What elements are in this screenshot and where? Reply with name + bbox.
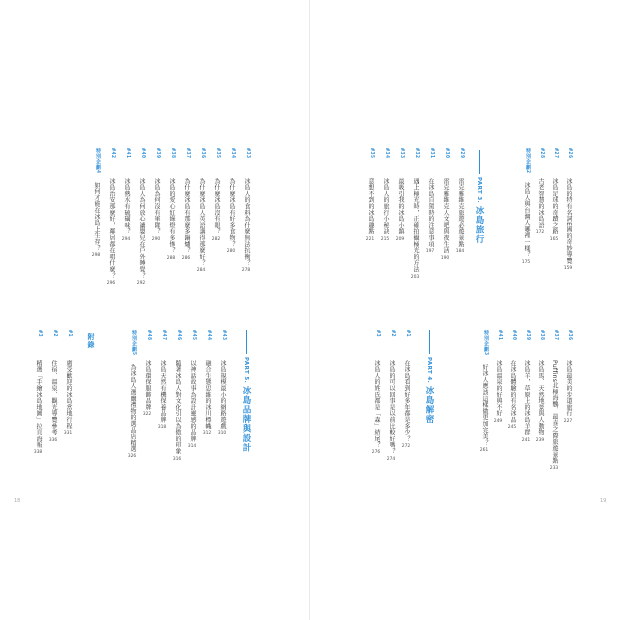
toc-entry-number: #35: [369, 148, 375, 159]
toc-entry[interactable]: [182, 148, 190, 261]
toc-entry[interactable]: [366, 148, 374, 242]
toc-entry-number: #36: [567, 330, 573, 341]
toc-entry-page: 278: [241, 268, 251, 274]
toc-entry-title: 為什麼冰島人英語講得那麼好？: [198, 178, 205, 267]
part3-label: PART 3.: [476, 177, 482, 204]
toc-entry-title: 冰島人與台灣人哪裡一樣？: [523, 182, 530, 258]
toc-entry-title: 冰島治安那麼好，鄰居都在唱什麼？: [108, 178, 115, 279]
toc-entry-page: 282: [211, 236, 221, 242]
part5-title: 冰島品牌與設計: [241, 386, 251, 453]
toc-entry[interactable]: [550, 148, 558, 242]
toc-entry-number: #36: [200, 148, 206, 159]
toc-entry-title: 為冰島人選購禮物的選品店精選: [129, 364, 136, 453]
toc-entry-number: #33: [399, 148, 405, 159]
toc-entry-number: #48: [146, 330, 152, 341]
toc-entry-number: #28: [539, 148, 545, 159]
toc-entry-number: #43: [221, 330, 227, 341]
toc-entry-title: 在冰島看到好多年都是多少？: [403, 360, 410, 442]
toc-entry-page: 203: [410, 274, 420, 280]
toc-entry[interactable]: [152, 148, 160, 242]
toc-entry-number: #2: [52, 330, 58, 338]
toc-entry-number: 特別企劃4: [95, 148, 101, 174]
toc-entry-number: #47: [161, 330, 167, 341]
toc-entry-number: #2: [390, 330, 396, 338]
toc-entry-number: #1: [67, 330, 73, 338]
toc-entry[interactable]: [203, 330, 211, 436]
toc-entry[interactable]: [494, 330, 502, 424]
part-divider-line: [429, 330, 430, 354]
toc-entry[interactable]: [242, 148, 250, 273]
toc-entry-title: 冰島羊，草原上的冰島羊群: [523, 360, 530, 436]
toc-entry-number: #31: [429, 148, 435, 159]
toc-entry-number: #30: [444, 148, 450, 159]
toc-entry-number: #1: [405, 330, 411, 338]
part3-header: [474, 150, 484, 244]
toc-entry-title: 為什麼冰島有那麼多鍋爐？: [183, 178, 190, 254]
toc-entry-page: 336: [48, 437, 58, 443]
toc-entry-title: 雷克雅維克旅遊必遊景點: [457, 178, 464, 248]
toc-entry-title: 如何才能在冰島上生存？: [93, 182, 100, 252]
toc-entry-page: 296: [106, 280, 116, 286]
toc-entry-number: #45: [191, 330, 197, 341]
toc-entry[interactable]: [122, 148, 130, 242]
toc-entry-page: 322: [142, 412, 152, 418]
toc-entry-title: 冰島人的食料為什麼無法抗衡？: [243, 178, 250, 267]
toc-entry-page: 227: [563, 418, 573, 424]
toc-entry[interactable]: [480, 330, 488, 453]
toc-entry-page: 310: [217, 431, 227, 437]
toc-entry-title: 冰島的特有名詞E國的奇妙導覽: [565, 178, 572, 264]
toc-entry-number: #37: [185, 148, 191, 159]
toc-entry-title: 古老智慧的冰島語: [537, 178, 544, 229]
toc-entry-title: 精選「手繪冰島地圖」拉頁海報: [35, 360, 42, 449]
toc-entry[interactable]: [536, 148, 544, 235]
toc-entry-number: #40: [140, 148, 146, 159]
toc-entry-title: 冰島的可以回事是以前比較好嗎？: [388, 360, 395, 455]
toc-entry-page: 197: [425, 249, 435, 255]
toc-entry-number: #41: [125, 148, 131, 159]
toc-entry-number: #39: [525, 330, 531, 341]
right-page: [310, 0, 620, 620]
toc-entry[interactable]: [411, 148, 419, 280]
toc-entry-number: #42: [110, 148, 116, 159]
toc-entry-title: 遇上極光時，正確拍攝極光的方法: [412, 178, 419, 273]
toc-entry-page: 165: [549, 236, 559, 242]
toc-entry-page: 338: [33, 450, 43, 456]
part3-title: 冰島旅行: [474, 206, 484, 245]
toc-entry-number: 特別企劃3: [483, 330, 489, 356]
appendix-header: [86, 330, 96, 349]
toc-entry-number: #3: [37, 330, 43, 338]
toc-entry-page: 276: [371, 450, 381, 456]
toc-entry-title: 雷克雅維克人文吧與夜生活: [442, 178, 449, 254]
toc-entry-page: 288: [166, 255, 176, 261]
part4-label: PART 4.: [426, 357, 432, 384]
toc-entry-title: 住宿、溫泉、觀光導覽參考: [50, 360, 57, 436]
toc-entry-page: 184: [455, 249, 465, 255]
toc-entry-number: #41: [497, 330, 503, 341]
toc-entry[interactable]: [426, 148, 434, 254]
toc-entry-page: 326: [127, 454, 137, 460]
part-divider-line: [246, 330, 247, 354]
toc-entry[interactable]: [92, 148, 100, 258]
part4-title: 冰島解密: [424, 386, 434, 425]
toc-entry-title: 為什麼冰島沒有眼？: [213, 178, 220, 235]
part5-header: [241, 330, 251, 453]
toc-entry-page: 233: [549, 466, 559, 472]
toc-entry-page: 290: [151, 236, 161, 242]
toc-entry-title: 冰島溫泉的好與不好: [495, 360, 502, 417]
toc-entry[interactable]: [522, 330, 530, 443]
toc-entry[interactable]: [128, 330, 136, 459]
toc-entry[interactable]: [441, 148, 449, 261]
toc-entry-number: #3: [375, 330, 381, 338]
page-number-left: 18: [14, 498, 21, 504]
toc-entry-title: 廣受歡迎的冰島當地行程: [65, 360, 72, 430]
toc-entry-title: 冰島人為何放心讓嬰兒在戶外睡覺？: [138, 178, 145, 279]
toc-entry-page: 294: [121, 236, 131, 242]
toc-entry-page: 209: [395, 236, 405, 242]
toc-entry-title: 冰島最美的步道旅行: [565, 360, 572, 417]
toc-entry-number: #38: [539, 330, 545, 341]
toc-entry-title: 冰島天然有機保養品牌: [159, 360, 166, 423]
toc-entry-number: #40: [511, 330, 517, 341]
toc-entry-page: 215: [380, 236, 390, 242]
toc-entry-number: 特別企劃5: [131, 330, 137, 356]
toc-entry-page: 261: [479, 447, 489, 453]
toc-entry[interactable]: [34, 330, 42, 455]
appendix-title: 附錄: [87, 333, 95, 349]
toc-entry-page: 172: [535, 230, 545, 236]
toc-entry[interactable]: [158, 330, 166, 430]
toc-entry-title: 冰島的愛心紅綠燈有多慘？: [168, 178, 175, 254]
toc-entry[interactable]: [381, 148, 389, 242]
toc-entry-title: 冰島馬、天然地景與人動物: [537, 360, 544, 436]
toc-entry[interactable]: [564, 330, 572, 424]
toc-entry[interactable]: [227, 148, 235, 254]
toc-entry-page: 221: [365, 236, 375, 242]
toc-entry-page: 280: [226, 249, 236, 255]
toc-entry-title: 冰島足球的奇蹟之路: [551, 178, 558, 235]
toc-entry-title: 融合生態思維的冰川標幟: [204, 360, 211, 430]
toc-entry-title: 以神話故事為設計靈感的品牌: [189, 360, 196, 442]
toc-entry[interactable]: [396, 148, 404, 242]
toc-entry-number: #38: [170, 148, 176, 159]
toc-entry-page: 245: [507, 425, 517, 430]
toc-entry[interactable]: [197, 148, 205, 273]
toc-entry-page: 241: [521, 437, 531, 443]
toc-entry[interactable]: [522, 148, 530, 265]
toc-entry-title: 在冰島體驗的有名冰品: [509, 360, 516, 423]
toc-entry[interactable]: [143, 330, 151, 417]
toc-entry-number: #26: [567, 148, 573, 159]
toc-entry[interactable]: [188, 330, 196, 449]
toc-entry[interactable]: [536, 330, 544, 443]
toc-entry-title: 意想不到的冰島趣點: [367, 178, 374, 235]
toc-entry-page: 175: [521, 259, 531, 265]
toc-entry-page: 159: [563, 266, 573, 271]
toc-entry-page: 312: [202, 431, 212, 437]
part5-label: PART 5.: [243, 357, 249, 384]
toc-entry-number: #46: [176, 330, 182, 341]
toc-entry-title: 冰島為何沒有軍隊？: [153, 178, 160, 235]
toc-entry-page: 331: [63, 431, 73, 437]
toc-entry-page: 284: [196, 268, 206, 274]
toc-entry-page: 190: [440, 255, 450, 261]
toc-entry-number: #37: [553, 330, 559, 341]
toc-entry-title: 冰島規模最小的網路遊戲: [219, 360, 226, 430]
toc-entry-title: 好冰人應該這樣做更加完美？: [481, 364, 488, 446]
page-number-right: 19: [600, 498, 607, 504]
toc-entry-title: 最吸引我的冰島小鎮: [397, 178, 404, 235]
toc-entry[interactable]: [64, 330, 72, 436]
toc-entry-number: 特別企劃2: [525, 148, 531, 174]
toc-entry-page: 298: [91, 253, 101, 259]
toc-entry-number: #33: [245, 148, 251, 159]
toc-entry[interactable]: [550, 330, 558, 471]
toc-entry-number: #29: [459, 148, 465, 159]
toc-entry-title: 冰島人的旅行小秘訣: [382, 178, 389, 235]
toc-entry-page: 318: [157, 425, 167, 430]
toc-entry[interactable]: [402, 330, 410, 449]
toc-entry[interactable]: [372, 330, 380, 455]
toc-entry-number: #39: [155, 148, 161, 159]
toc-entry[interactable]: [49, 330, 57, 443]
toc-entry-title: 冰島熱水有硫磺味？: [123, 178, 130, 235]
toc-entry-number: #27: [553, 148, 559, 159]
toc-entry-page: 316: [172, 456, 182, 462]
part-divider-line: [479, 150, 480, 174]
toc-entry-title: 在冰島自駕時的注意事項: [427, 178, 434, 248]
toc-entry[interactable]: [387, 330, 395, 462]
toc-entry-number: #35: [215, 148, 221, 159]
toc-entry[interactable]: [212, 148, 220, 242]
toc-entry-number: #32: [414, 148, 420, 159]
toc-entry-page: 314: [187, 443, 197, 449]
toc-entry[interactable]: [508, 330, 516, 430]
toc-entry-title: Puffins北極海鸚．最喜之際旅遊景點: [551, 360, 558, 465]
toc-entry-number: #34: [384, 148, 390, 159]
toc-entry-title: 冰島環保服飾品牌: [144, 360, 151, 411]
toc-entry[interactable]: [173, 330, 181, 462]
toc-entry-page: 249: [493, 418, 503, 424]
toc-entry-page: 286: [181, 255, 191, 261]
toc-entry[interactable]: [218, 330, 226, 436]
toc-entry[interactable]: [456, 148, 464, 254]
toc-entry[interactable]: [107, 148, 115, 286]
toc-entry-number: #34: [230, 148, 236, 159]
toc-entry[interactable]: [137, 148, 145, 286]
toc-entry-page: 272: [401, 443, 411, 449]
toc-entry-page: 274: [386, 456, 396, 462]
toc-entry-number: #44: [206, 330, 212, 341]
toc-entry-page: 292: [136, 280, 146, 286]
toc-entry-title: 隨著冰島人對文化引以為傲的印象: [174, 360, 181, 455]
part4-header: [424, 330, 434, 424]
toc-entry-page: 239: [535, 437, 545, 443]
toc-entry[interactable]: [564, 148, 572, 271]
toc-entry-title: 為什麼冰島有好多食物？: [228, 178, 235, 248]
toc-entry[interactable]: [167, 148, 175, 261]
toc-entry-title: 冰島人的姓氏都是「森」結尾？: [373, 360, 380, 449]
